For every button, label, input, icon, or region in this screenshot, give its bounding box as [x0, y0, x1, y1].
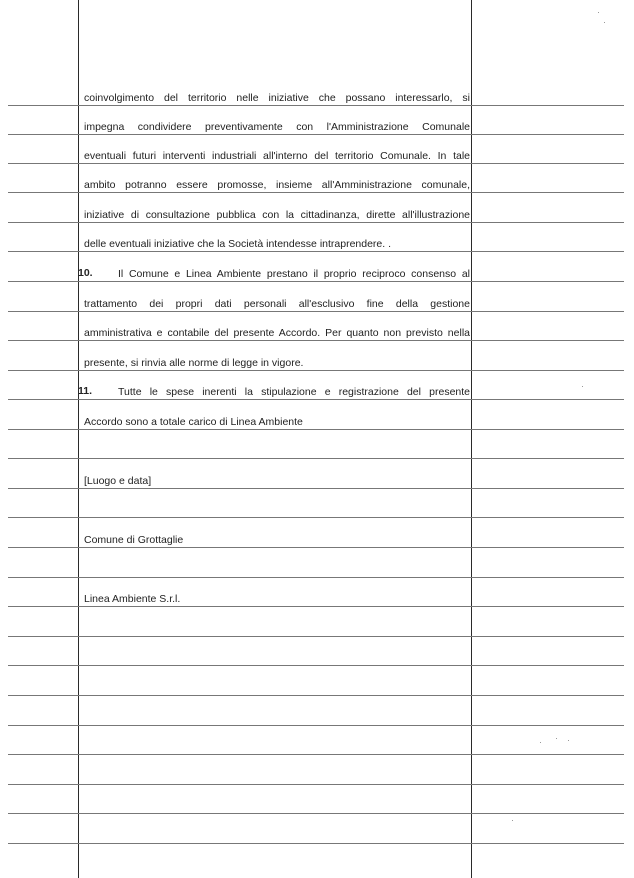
signatory-comune: Comune di Grottaglie [84, 534, 184, 546]
ruled-line [8, 725, 624, 726]
ruled-line [8, 222, 624, 223]
ruled-line [8, 577, 624, 578]
ruled-line [8, 370, 624, 371]
scan-speck [598, 12, 599, 13]
ruled-line [8, 517, 624, 518]
text-line: Tutte le spese inerenti la stipulazione e registrazione del presente [118, 386, 470, 398]
text-line: presente, si rinvia alle norme di legge in vigore. [84, 357, 304, 369]
ruled-line [8, 251, 624, 252]
scan-speck [568, 740, 569, 741]
ruled-line [8, 665, 624, 666]
scan-speck [604, 22, 605, 23]
ruled-line [8, 843, 624, 844]
text-line: trattamento dei propri dati personali all'esclusivo fine della gestione [84, 298, 470, 310]
ruled-line [8, 311, 624, 312]
ruled-line [8, 340, 624, 341]
signatory-linea-ambiente: Linea Ambiente S.r.l. [84, 593, 181, 605]
ruled-line [8, 429, 624, 430]
ruled-line [8, 784, 624, 785]
clause-number: 10. [78, 267, 93, 279]
clause-number: 11. [78, 385, 93, 397]
scan-speck [540, 742, 541, 743]
ruled-line [8, 547, 624, 548]
text-line: Accordo sono a totale carico di Linea Ambiente [84, 416, 303, 428]
ruled-line [8, 606, 624, 607]
text-line: iniziative di consultazione pubblica con la cittadinanza, dirette all'illustrazione [84, 209, 470, 221]
text-line: Il Comune e Linea Ambiente prestano il proprio reciproco consenso al [118, 268, 470, 280]
ruled-line [8, 813, 624, 814]
ruled-line [8, 458, 624, 459]
ruled-line [8, 754, 624, 755]
text-line: impegna condividere preventivamente con l'Amministrazione Comunale [84, 121, 470, 133]
scan-speck [582, 386, 583, 387]
place-date-placeholder: [Luogo e data] [84, 475, 152, 487]
text-line: ambito potranno essere promosse, insieme all'Amministrazione comunale, [84, 179, 470, 191]
ruled-line [8, 163, 624, 164]
ruled-line [8, 281, 624, 282]
ruled-line [8, 636, 624, 637]
ruled-line [8, 488, 624, 489]
text-line: eventuali futuri interventi industriali all'interno del territorio Comunale. In tale [84, 150, 470, 162]
ruled-line [8, 399, 624, 400]
scan-speck [556, 738, 557, 739]
ruled-line [8, 105, 624, 106]
right-margin-rule [471, 0, 472, 878]
scan-speck [512, 820, 513, 821]
text-line: amministrativa e contabile del presente Accordo. Per quanto non previsto nella [84, 327, 470, 339]
text-line: coinvolgimento del territorio nelle iniziative che possano interessarlo, si [84, 92, 470, 104]
ruled-line [8, 192, 624, 193]
ruled-line [8, 134, 624, 135]
ruled-line [8, 695, 624, 696]
left-margin-rule [78, 0, 79, 878]
text-line: delle eventuali iniziative che la Società intendesse intraprendere. . [84, 238, 392, 250]
